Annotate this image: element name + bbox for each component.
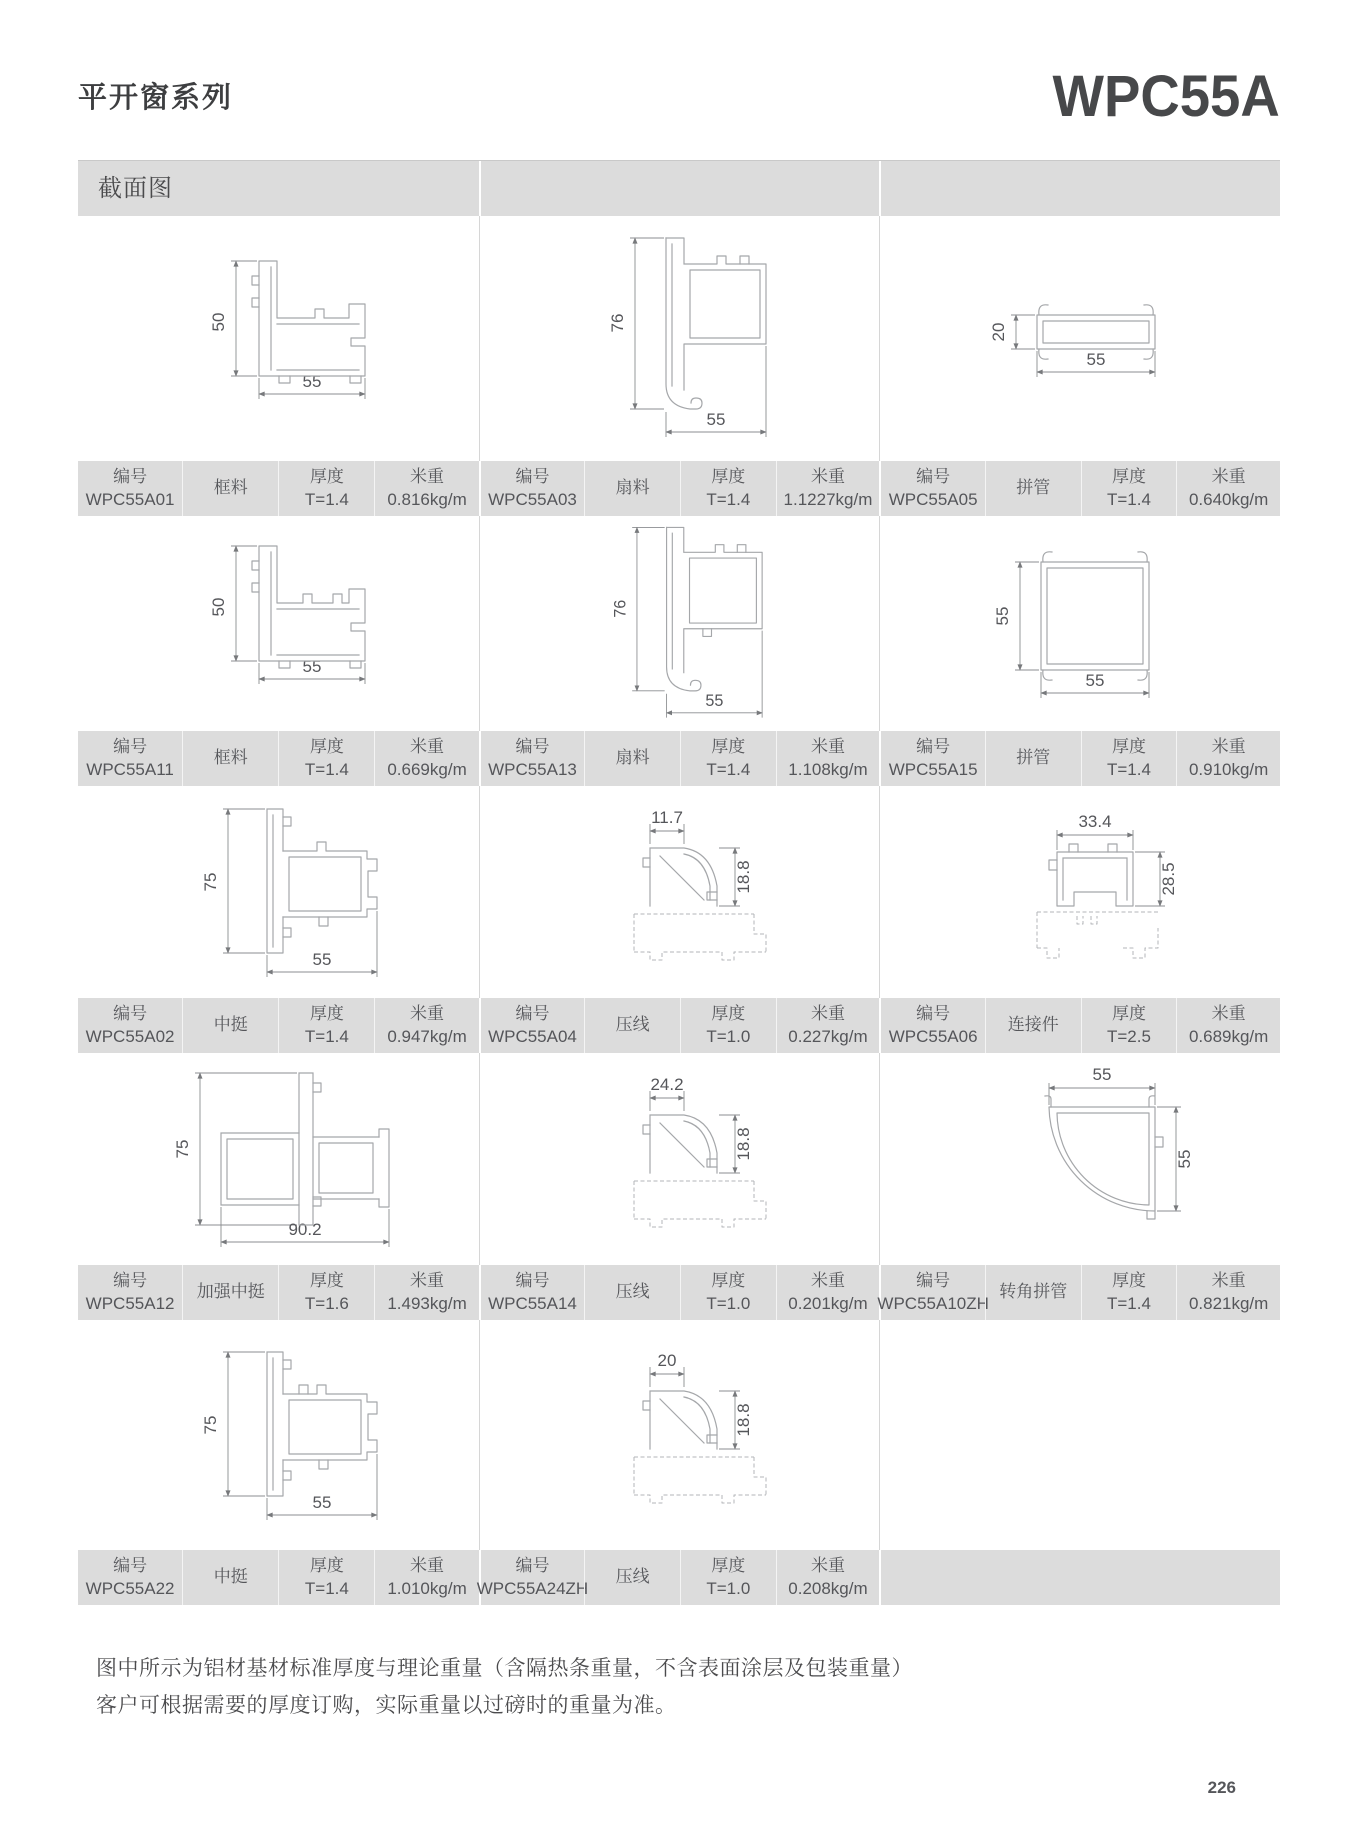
profile-diagram [879,1053,1280,1265]
name-value: 中挺 [213,1015,248,1035]
name-cell [182,461,278,516]
thickness-cell [278,1550,374,1605]
thickness-value: T=1.4 [706,489,751,509]
code-cell [78,1550,182,1605]
weight-value: 0.816kg/m [387,489,467,509]
dimensions [650,808,753,906]
bead-profile-drawing [572,1343,787,1528]
dimension-label: 55 [705,692,724,711]
code-label: 编号 [916,1004,951,1024]
corner-tube-drawing [963,1059,1198,1259]
thickness-value: T=1.4 [304,1578,349,1598]
weight-cell [374,1265,478,1320]
name-value: 拼管 [1016,748,1051,768]
weight-value: 1.1227kg/m [783,489,873,509]
table-header-spacer [479,161,880,216]
thickness-label: 厚度 [711,1556,746,1576]
footnotes [96,1651,1358,1725]
weight-cell [374,731,478,786]
thickness-label: 厚度 [711,467,746,487]
thickness-label: 厚度 [309,1271,344,1291]
mullion-profile-drawing [171,1338,386,1533]
thickness-value: T=1.4 [304,759,349,779]
profile-shape [1037,844,1158,958]
thickness-cell [680,998,776,1053]
thickness-label: 厚度 [711,1004,746,1024]
weight-cell [776,1550,880,1605]
name-cell [182,998,278,1053]
profile-shape [252,546,365,668]
reinforced-mullion-drawing [151,1057,406,1262]
profile-shape [267,809,377,953]
weight-cell [776,998,880,1053]
weight-cell [1176,998,1280,1053]
dimension-label: 11.7 [651,807,683,827]
code-value: WPC55A22 [85,1578,175,1598]
name-value: 框料 [213,748,248,768]
thickness-label: 厚度 [711,1271,746,1291]
name-value: 压线 [615,1015,650,1035]
dimension-label: 55 [312,949,332,969]
profile-cell [879,786,1280,1053]
weight-cell [776,461,880,516]
weight-label: 米重 [410,1004,445,1024]
profile-data-row [78,731,479,786]
name-cell [985,998,1081,1053]
dimension-label: 76 [611,599,630,618]
thickness-value: T=2.5 [1107,1026,1151,1046]
profile-cell [879,516,1280,786]
dimension-label: 75 [200,1415,220,1434]
thickness-cell [278,731,374,786]
thickness-cell [1081,731,1177,786]
weight-value: 0.208kg/m [788,1578,868,1598]
thickness-value: T=1.0 [706,1578,751,1598]
name-value: 压线 [615,1567,650,1587]
profile-diagram [479,216,880,461]
weight-label: 米重 [810,737,845,757]
dimension-label: 55 [992,606,1012,625]
profile-data-row [479,731,880,786]
profile-shape [666,238,766,409]
profile-data-row [879,731,1280,786]
code-label: 编号 [916,467,951,487]
dimension-label: 18.8 [733,859,753,894]
code-value: WPC55A10ZH [877,1293,989,1313]
code-label: 编号 [515,1271,550,1291]
frame-profile-drawing [173,246,383,431]
connector-profile-drawing [973,800,1188,985]
weight-cell [374,461,478,516]
thickness-label: 厚度 [1111,467,1146,487]
code-cell [78,1265,182,1320]
mullion-profile-drawing [171,795,386,990]
thickness-value: T=1.4 [1107,489,1151,509]
thickness-cell [278,1265,374,1320]
table-body [78,216,1280,1605]
weight-value: 1.108kg/m [788,759,868,779]
bead-profile-drawing [572,800,787,985]
dimensions [989,315,1155,377]
weight-value: 0.640kg/m [1188,489,1269,509]
weight-cell [1176,461,1280,516]
empty-data-row [879,1550,1280,1605]
weight-cell [374,998,478,1053]
dimensions [650,1351,753,1449]
profile-shape [1045,1096,1163,1219]
code-value: WPC55A13 [488,759,577,779]
thickness-label: 厚度 [711,737,746,757]
empty-diagram [879,1320,1280,1550]
profile-cell [78,516,479,786]
code-value: WPC55A05 [888,489,978,509]
profile-diagram [78,1320,479,1550]
code-value: WPC55A14 [488,1293,577,1313]
profile-shape [1041,551,1149,679]
weight-label: 米重 [1211,467,1246,487]
thickness-cell [680,731,776,786]
thickness-cell [680,1550,776,1605]
thickness-label: 厚度 [309,1556,344,1576]
weight-cell [1176,1265,1280,1320]
thickness-label: 厚度 [1111,1004,1146,1024]
page-number: 226 [1207,1778,1236,1797]
weight-value: 0.689kg/m [1188,1026,1269,1046]
footnote-line: 图中所示为铝材基材标准厚度与理论重量（含隔热条重量，不含表面涂层及包装重量） [96,1657,913,1680]
weight-cell [776,731,880,786]
code-cell [881,461,985,516]
code-cell [877,1265,989,1320]
weight-value: 0.947kg/m [387,1026,467,1046]
profile-data-row [879,998,1280,1053]
profile-data-row [479,461,880,516]
dimension-label: 90.2 [288,1219,322,1239]
dimension-label: 55 [302,657,322,676]
bead-profile-drawing [572,1067,787,1252]
dimensions [209,261,365,399]
code-value: WPC55A06 [888,1026,978,1046]
footnote-line: 客户可根据需要的厚度订购，实际重量以过磅时的重量为准。 [96,1693,677,1717]
name-cell [182,1265,278,1320]
dimension-label: 20 [989,322,1009,342]
empty-cell [879,1320,1280,1605]
weight-value: 0.910kg/m [1188,759,1269,779]
weight-value: 1.493kg/m [387,1293,467,1313]
weight-label: 米重 [1211,1271,1246,1291]
code-value: WPC55A11 [86,759,174,779]
name-value: 转角拼管 [999,1282,1068,1302]
code-cell [481,998,585,1053]
thickness-cell [1081,1265,1177,1320]
code-label: 编号 [113,1004,148,1024]
profile-diagram [879,216,1280,461]
thickness-label: 厚度 [1111,1271,1146,1291]
dimension-label: 18.8 [733,1402,753,1437]
thickness-value: T=1.4 [1107,1293,1151,1313]
dimension-label: 18.8 [733,1126,753,1161]
weight-cell [776,1265,880,1320]
code-cell [476,1550,589,1605]
weight-value: 0.669kg/m [387,759,467,779]
dimensions [209,546,365,684]
dimension-label: 24.2 [650,1074,684,1094]
code-cell [881,731,985,786]
name-cell [985,731,1081,786]
profile-data-row [78,461,479,516]
code-label: 编号 [113,467,148,487]
code-value: WPC55A12 [85,1293,175,1313]
name-cell [584,1550,680,1605]
thickness-label: 厚度 [309,467,344,487]
name-value: 扇料 [615,748,650,768]
profile-data-row [78,1265,479,1320]
weight-label: 米重 [810,1556,845,1576]
thickness-value: T=1.4 [706,759,751,779]
weight-label: 米重 [410,1271,445,1291]
thickness-label: 厚度 [309,1004,344,1024]
thickness-label: 厚度 [1111,737,1146,757]
sash-profile-drawing [574,516,784,731]
dimension-label: 76 [608,313,628,333]
profile-cell [78,216,479,516]
name-cell [584,461,680,516]
profile-shape [252,261,365,383]
profile-shape [267,1352,377,1496]
dimension-label: 55 [1086,350,1106,369]
name-cell [182,1550,278,1605]
profile-diagram [479,786,880,998]
weight-value: 0.201kg/m [788,1293,868,1313]
profile-shape [667,527,763,690]
profile-cell [479,216,880,516]
weight-label: 米重 [1211,737,1246,757]
profile-diagram [879,786,1280,998]
code-cell [78,461,182,516]
profile-cell [479,786,880,1053]
weight-label: 米重 [410,467,445,487]
profile-cell [479,516,880,786]
tube-profile-drawing [983,534,1178,714]
profile-diagram [479,1320,880,1550]
thickness-value: T=1.4 [304,1026,349,1046]
profile-cell [476,1320,880,1605]
dimension-label: 50 [209,312,229,332]
name-cell [985,461,1081,516]
profile-diagram [479,1053,880,1265]
name-value: 拼管 [1016,478,1051,498]
profile-diagram [479,516,880,731]
dimension-label: 55 [707,410,726,429]
code-cell [881,998,985,1053]
profile-diagram [78,1053,479,1265]
thickness-value: T=1.4 [1107,759,1151,779]
code-label: 编号 [916,737,951,757]
dimension-label: 33.4 [1078,811,1112,831]
code-cell [78,731,182,786]
dimension-label: 75 [172,1139,192,1158]
sash-profile-drawing [574,226,784,451]
code-label: 编号 [916,1271,951,1291]
dimensions [173,1073,389,1247]
weight-label: 米重 [810,467,845,487]
code-value: WPC55A04 [488,1026,577,1046]
code-value: WPC55A15 [888,759,978,779]
dimension-label: 28.5 [1158,861,1178,896]
dimension-label: 55 [1085,670,1105,690]
name-value: 扇料 [615,478,650,498]
dimensions [993,562,1149,698]
dimensions [650,1075,753,1173]
profile-diagram [78,516,479,731]
name-value: 压线 [615,1282,650,1302]
weight-label: 米重 [810,1004,845,1024]
thickness-cell [278,998,374,1053]
thickness-cell [680,1265,776,1320]
code-label: 编号 [515,1556,550,1576]
code-value: WPC55A24ZH [476,1578,589,1598]
weight-label: 米重 [810,1271,845,1291]
code-value: WPC55A01 [85,489,175,509]
tube-profile-drawing [975,281,1185,396]
thickness-label: 厚度 [309,737,344,757]
profile-data-row [479,1265,880,1320]
dimension-label: 20 [657,1350,677,1370]
code-cell [481,731,585,786]
name-value: 中挺 [213,1567,248,1587]
code-label: 编号 [515,1004,550,1024]
thickness-value: T=1.6 [304,1293,349,1313]
weight-value: 1.010kg/m [387,1578,467,1598]
dimension-label: 55 [1174,1149,1194,1169]
profile-diagram [78,786,479,998]
profile-cell [479,1053,880,1320]
code-label: 编号 [113,737,148,757]
dimension-label: 55 [1092,1065,1112,1084]
profile-table [78,160,1280,1605]
profile-data-row [78,998,479,1053]
page-header [78,58,1280,130]
code-value: WPC55A03 [488,489,577,509]
name-cell [584,1265,680,1320]
model-code: WPC55A [1052,64,1280,129]
name-value: 连接件 [1007,1015,1059,1035]
weight-label: 米重 [410,1556,445,1576]
profile-cell [879,216,1280,516]
profile-data-row [78,1550,479,1605]
dimensions [1049,1065,1194,1211]
thickness-value: T=1.4 [304,489,349,509]
name-value: 框料 [213,478,248,498]
name-cell [182,731,278,786]
code-cell [78,998,182,1053]
weight-value: 0.227kg/m [788,1026,868,1046]
table-header-row [78,161,1280,216]
thickness-cell [680,461,776,516]
dimension-label: 50 [209,597,229,617]
weight-cell [1176,731,1280,786]
profile-data-row [476,1550,880,1605]
code-cell [481,461,585,516]
profile-data-row [879,461,1280,516]
dimension-label: 55 [312,1492,332,1512]
code-value: WPC55A02 [85,1026,175,1046]
code-label: 编号 [113,1556,148,1576]
profile-diagram [879,516,1280,731]
profile-cell [78,1053,479,1320]
weight-value: 0.821kg/m [1188,1293,1269,1313]
profile-shape [221,1073,389,1225]
profile-data-row [879,1265,1280,1320]
code-cell [481,1265,585,1320]
series-title: 平开窗系列 [78,82,234,114]
frame-profile-drawing [173,531,383,716]
profile-data-row [479,998,880,1053]
thickness-cell [278,461,374,516]
dimension-label: 55 [302,372,322,391]
thickness-value: T=1.0 [706,1293,751,1313]
weight-label: 米重 [410,737,445,757]
weight-cell [374,1550,478,1605]
thickness-cell [1081,998,1177,1053]
name-cell [584,998,680,1053]
table-header-spacer [879,161,1280,216]
code-label: 编号 [515,737,550,757]
thickness-cell [1081,461,1177,516]
code-label: 编号 [113,1271,148,1291]
section-title: 截面图 [78,161,479,216]
weight-label: 米重 [1211,1004,1246,1024]
dimension-label: 75 [200,872,220,891]
name-value: 加强中挺 [196,1282,265,1302]
profile-cell [78,1320,479,1605]
profile-diagram [78,216,479,461]
code-label: 编号 [515,467,550,487]
profile-cell [78,786,479,1053]
profile-cell [879,1053,1280,1320]
name-cell [985,1265,1081,1320]
name-cell [584,731,680,786]
thickness-value: T=1.0 [706,1026,751,1046]
